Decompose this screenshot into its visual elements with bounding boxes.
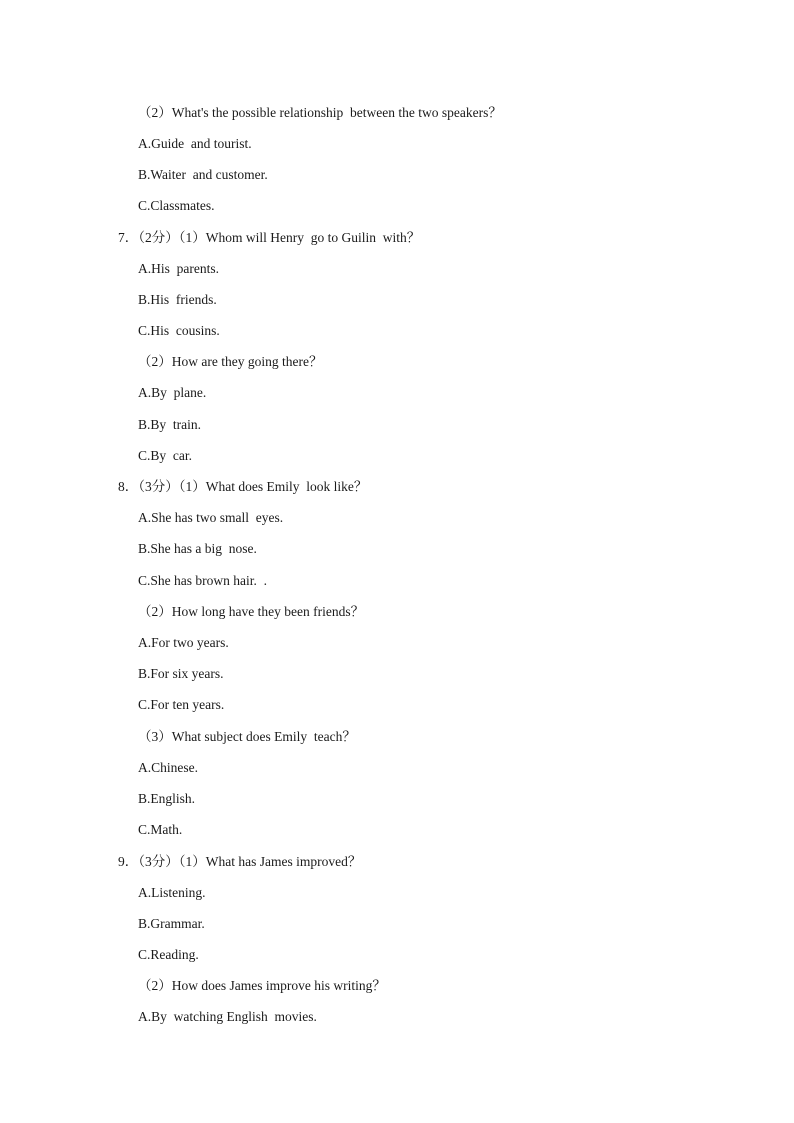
option-a: A.Listening. bbox=[138, 885, 206, 900]
option-a: A.By watching English movies. bbox=[138, 1009, 317, 1024]
option-c: C.Math. bbox=[138, 822, 183, 837]
question-8-part-3: （3）What subject does Emily teach？ bbox=[138, 729, 356, 744]
option-c: C.She has brown hair. . bbox=[138, 573, 267, 588]
option-a: A.By plane. bbox=[138, 385, 207, 400]
option-a: A.She has two small eyes. bbox=[138, 510, 284, 525]
question-7-part-2: （2）How are they going there？ bbox=[138, 354, 323, 369]
question-6-part-2: （2）What's the possible relationship between the two speakers？ bbox=[138, 105, 502, 120]
option-b: B.She has a big nose. bbox=[138, 541, 257, 556]
question-8: 8．（3分）（1）What does Emily look like？ bbox=[118, 479, 368, 494]
option-a: A.Chinese. bbox=[138, 760, 198, 775]
option-a: A.His parents. bbox=[138, 261, 219, 276]
question-9-part-2: （2）How does James improve his writing？ bbox=[138, 978, 386, 993]
option-b: B.Grammar. bbox=[138, 916, 205, 931]
option-c: C.Classmates. bbox=[138, 198, 215, 213]
question-9: 9．（3分）（1）What has James improved？ bbox=[118, 854, 362, 869]
option-a: A.Guide and tourist. bbox=[138, 136, 252, 151]
option-b: B.Waiter and customer. bbox=[138, 167, 268, 182]
option-b: B.English. bbox=[138, 791, 196, 806]
option-b: B.For six years. bbox=[138, 666, 224, 681]
option-b: B.His friends. bbox=[138, 292, 217, 307]
option-c: C.His cousins. bbox=[138, 323, 220, 338]
option-a: A.For two years. bbox=[138, 635, 229, 650]
option-b: B.By train. bbox=[138, 417, 201, 432]
option-c: C.For ten years. bbox=[138, 697, 225, 712]
option-c: C.Reading. bbox=[138, 947, 199, 962]
question-8-part-2: （2）How long have they been friends？ bbox=[138, 604, 365, 619]
question-7: 7．（2分）（1）Whom will Henry go to Guilin with？ bbox=[118, 230, 421, 245]
option-c: C.By car. bbox=[138, 448, 192, 463]
